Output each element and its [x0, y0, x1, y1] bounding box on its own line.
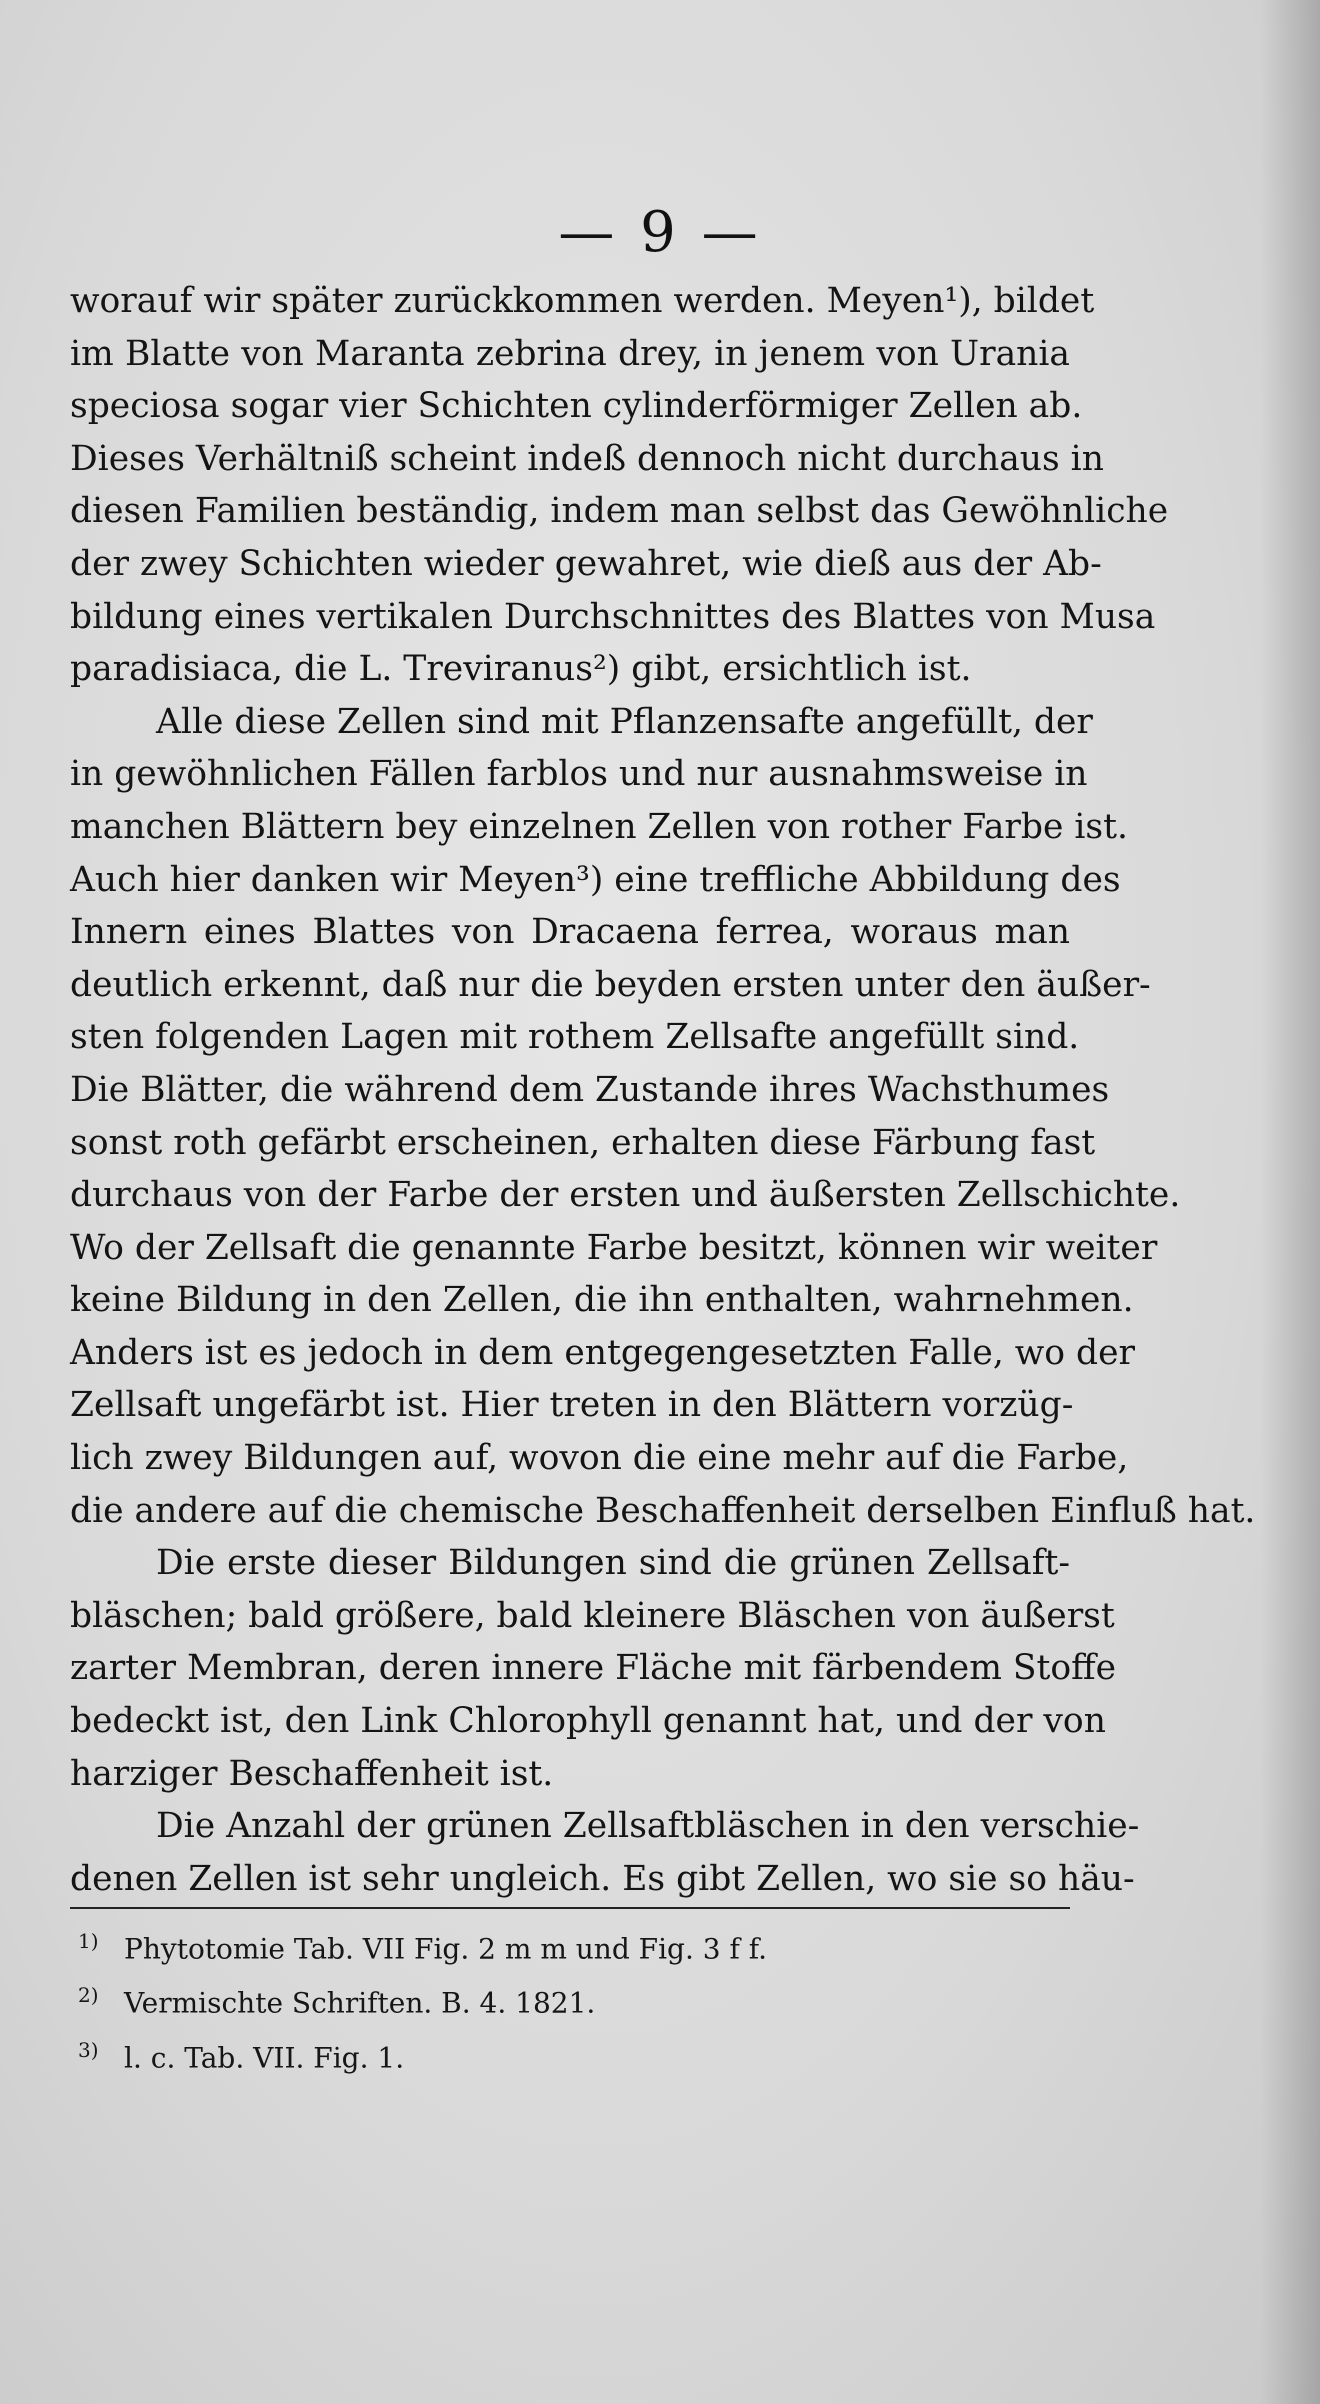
- paragraph-first-line: Die erste dieser Bildungen sind die grünen Zellsaft-: [156, 1543, 1070, 1584]
- text-line: harziger Beschaffenheit ist.: [70, 1753, 554, 1794]
- text-line: Dieses Verhältniß scheint indeß dennoch nicht durchaus in: [70, 438, 1104, 479]
- text-line: im Blatte von Maranta zebrina drey, in jenem von Urania: [70, 333, 1070, 374]
- text-line: der zwey Schichten wieder gewahret, wie dieß aus der Ab-: [70, 543, 1102, 584]
- text-line: manchen Blättern bey einzelnen Zellen von rother Farbe ist.: [70, 806, 1128, 847]
- text-line: keine Bildung in den Zellen, die ihn enthalten, wahrnehmen.: [70, 1280, 1134, 1321]
- text-line: lich zwey Bildungen auf, wovon die eine mehr auf die Farbe,: [70, 1438, 1129, 1479]
- footnote-text: Vermischte Schriften. B. 4. 1821.: [124, 1986, 596, 2020]
- footnote-divider: [70, 1907, 1070, 1909]
- footnote: [78, 1972, 1058, 2026]
- paragraph-first-line: Die Anzahl der grünen Zellsaftbläschen in den verschie-: [156, 1806, 1140, 1847]
- text-line: zarter Membran, deren innere Fläche mit färbendem Stoffe: [70, 1648, 1117, 1689]
- text-line: deutlich erkennt, daß nur die beyden ersten unter den äußer-: [70, 964, 1151, 1005]
- text-line: Zellsaft ungefärbt ist. Hier treten in den Blättern vorzüg-: [70, 1385, 1074, 1426]
- footnote: [78, 1918, 1058, 1972]
- text-line: Auch hier danken wir Meyen³) eine treffliche Abbildung des: [70, 859, 1121, 900]
- text-line: denen Zellen ist sehr ungleich. Es gibt Zellen, wo sie so häu-: [70, 1858, 1135, 1899]
- footnotes: [78, 1918, 1058, 2081]
- text-line: bildung eines vertikalen Durchschnittes des Blattes von Musa: [70, 596, 1156, 637]
- text-line: durchaus von der Farbe der ersten und äußersten Zellschichte.: [70, 1175, 1181, 1216]
- text-line: Die Blätter, die während dem Zustande ihres Wachsthumes: [70, 1069, 1110, 1110]
- text-line: bläschen; bald größere, bald kleinere Bläschen von äußerst: [70, 1595, 1115, 1636]
- text-line: sten folgenden Lagen mit rothem Zellsafte angefüllt sind.: [70, 1017, 1080, 1058]
- text-line: diesen Familien beständig, indem man selbst das Gewöhnliche: [70, 491, 1169, 532]
- text-line: paradisiaca, die L. Treviranus²) gibt, ersichtlich ist.: [70, 649, 972, 690]
- text-line: worauf wir später zurückkommen werden. Meyen¹), bildet: [70, 281, 1095, 321]
- text-line: sonst roth gefärbt erscheinen, erhalten diese Färbung fast: [70, 1122, 1096, 1163]
- footnote-marker: 3): [78, 2037, 99, 2062]
- body-text: [70, 275, 1256, 1905]
- footnote-text: l. c. Tab. VII. Fig. 1.: [124, 2040, 405, 2074]
- text-line: speciosa sogar vier Schichten cylinderförmiger Zellen ab.: [70, 386, 1083, 427]
- page-edge-shadow: [1260, 0, 1320, 2404]
- paragraph-first-line: Alle diese Zellen sind mit Pflanzensafte angefüllt, der: [156, 701, 1093, 742]
- page-number-header: — 9 —: [558, 200, 762, 265]
- text-line: in gewöhnlichen Fällen farblos und nur ausnahmsweise in: [70, 754, 1088, 795]
- text-line: bedeckt ist, den Link Chlorophyll genannt hat, und der von: [70, 1701, 1106, 1742]
- text-line: Wo der Zellsaft die genannte Farbe besitzt, können wir weiter: [70, 1227, 1158, 1268]
- text-line: Anders ist es jedoch in dem entgegengesetzten Falle, wo der: [70, 1332, 1136, 1373]
- footnote-text: Phytotomie Tab. VII Fig. 2 m m und Fig. 3 f f.: [124, 1932, 768, 1966]
- text-line: die andere auf die chemische Beschaffenheit derselben Einfluß hat.: [70, 1490, 1256, 1531]
- footnote-marker: 1): [78, 1929, 99, 1953]
- footnote-marker: 2): [78, 1983, 99, 2008]
- text-line: Innern eines Blattes von Dracaena ferrea, woraus man: [70, 912, 1070, 953]
- footnote: [78, 2027, 1058, 2081]
